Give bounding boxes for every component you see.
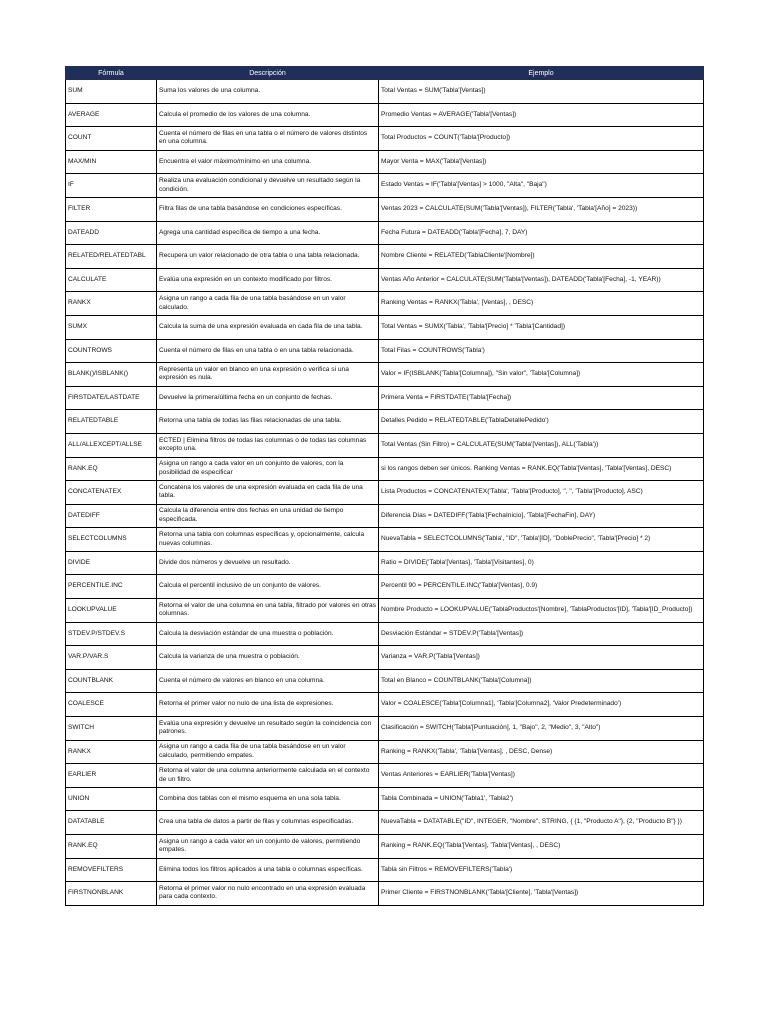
formula-cell: FIRSTNONBLANK	[66, 882, 157, 906]
formula-cell: RELATED/RELATEDTABL	[66, 245, 157, 269]
header-example: Ejemplo	[379, 67, 704, 80]
table-row	[66, 127, 704, 151]
example-cell: si los rangos deben ser únicos. Ranking Ventas = RANK.EQ('Tabla'[Ventas], 'Tabla'[Ventas], DESC)	[379, 457, 704, 481]
description-cell: Encuentra el valor máximo/mínimo en una columna.	[157, 150, 379, 174]
description-cell: Asigna un rango a cada valor en un conjunto de valores, con la posibilidad de especificar	[157, 457, 379, 481]
description-cell: Cuenta el número de valores en blanco en una columna.	[157, 669, 379, 693]
example-cell: Estado Ventas = IF('Tabla'[Ventas] > 1000, "Alta", "Baja")	[379, 174, 704, 198]
table-row	[66, 315, 704, 339]
formula-cell: DATATABLE	[66, 811, 157, 835]
description-cell: Cuenta el número de filas en una tabla o en una tabla relacionada.	[157, 339, 379, 363]
description-cell: Suma los valores de una columna.	[157, 80, 379, 104]
example-cell: Valor = COALESCE('Tabla'[Columna1], 'Tabla'[Columna2], 'Valor Predeterminado')	[379, 693, 704, 717]
example-cell: Ventas Anteriores = EARLIER('Tabla'[Ventas])	[379, 764, 704, 788]
description-cell: Combina dos tablas con el mismo esquema en una sola tabla.	[157, 787, 379, 811]
table-row	[66, 646, 704, 670]
example-cell: Varianza = VAR.P('Tabla'[Ventas])	[379, 646, 704, 670]
table-body	[66, 80, 704, 906]
example-cell: Primer Cliente = FIRSTNONBLANK('Tabla'[Cliente], 'Tabla'[Ventas])	[379, 882, 704, 906]
example-cell: NuevaTabla = SELECTCOLUMNS('Tabla', "ID", 'Tabla'[ID], "DoblePrecio", 'Tabla'[Precio] * 2)	[379, 528, 704, 552]
table-row	[66, 410, 704, 434]
table-row	[66, 811, 704, 835]
formula-cell: COUNTROWS	[66, 339, 157, 363]
table-row	[66, 433, 704, 457]
table-row	[66, 245, 704, 269]
example-cell: Desviación Estándar = STDEV.P('Tabla'[Ventas])	[379, 622, 704, 646]
formula-cell: IF	[66, 174, 157, 198]
example-cell: Tabla Combinada = UNION('Tabla1', 'Tabla2')	[379, 787, 704, 811]
formula-cell: FIRSTDATE/LASTDATE	[66, 386, 157, 410]
example-cell: Ventas 2023 = CALCULATE(SUM('Tabla'[Ventas]), FILTER('Tabla', 'Tabla'[Año] = 2023))	[379, 197, 704, 221]
example-cell: Ventas Año Anterior = CALCULATE(SUM('Tabla'[Ventas]), DATEADD('Tabla'[Fecha], -1, YEAR))	[379, 268, 704, 292]
formula-cell: SELECTCOLUMNS	[66, 528, 157, 552]
formula-cell: DATEADD	[66, 221, 157, 245]
description-cell: Crea una tabla de datos a partir de filas y columnas especificadas.	[157, 811, 379, 835]
description-cell: Asigna un rango a cada fila de una tabla basándose en un valor calculado, permitiendo empates.	[157, 740, 379, 764]
table-row	[66, 174, 704, 198]
example-cell: Tabla sin Filtros = REMOVEFILTERS('Tabla')	[379, 858, 704, 882]
example-cell: Percentil 90 = PERCENTILE.INC('Tabla'[Ventas], 0.9)	[379, 575, 704, 599]
formula-cell: CALCULATE	[66, 268, 157, 292]
example-cell: Ranking = RANKX('Tabla', 'Tabla'[Ventas], , DESC, Dense)	[379, 740, 704, 764]
formula-cell: RANKX	[66, 740, 157, 764]
formula-cell: RANKX	[66, 292, 157, 316]
example-cell: Total Productos = COUNT('Tabla'[Producto])	[379, 127, 704, 151]
example-cell: Nombre Producto = LOOKUPVALUE('TablaProductos'[Nombre], 'TablaProductos'[ID], 'Tabla'[ID_Producto])	[379, 599, 704, 623]
table-row	[66, 268, 704, 292]
table-row	[66, 835, 704, 859]
table-row	[66, 221, 704, 245]
example-cell: Total Ventas = SUM('Tabla'[Ventas])	[379, 80, 704, 104]
table-row	[66, 551, 704, 575]
formula-cell: SUM	[66, 80, 157, 104]
example-cell: Promedio Ventas = AVERAGE('Tabla'[Ventas])	[379, 103, 704, 127]
example-cell: Detalles Pedido = RELATEDTABLE('TablaDetallePedido')	[379, 410, 704, 434]
description-cell: Asigna un rango a cada valor en un conjunto de valores, permitiendo empates.	[157, 835, 379, 859]
formula-cell: DATEDIFF	[66, 504, 157, 528]
table-row	[66, 80, 704, 104]
formula-cell: DIVIDE	[66, 551, 157, 575]
table-row	[66, 504, 704, 528]
table-row	[66, 575, 704, 599]
description-cell: Retorna el valor de una columna anteriormente calculada en el contexto de un filtro.	[157, 764, 379, 788]
example-cell: Fecha Futura = DATEADD('Tabla'[Fecha], 7, DAY)	[379, 221, 704, 245]
example-cell: Ranking Ventas = RANKX('Tabla', [Ventas], , DESC)	[379, 292, 704, 316]
description-cell: Calcula la desviación estándar de una muestra o población.	[157, 622, 379, 646]
header-formula: Fórmula	[66, 67, 157, 80]
example-cell: Ranking = RANK.EQ('Tabla'[Ventas], 'Tabla'[Ventas], , DESC)	[379, 835, 704, 859]
formula-cell: FILTER	[66, 197, 157, 221]
description-cell: Concatena los valores de una expresión evaluada en cada fila de una tabla.	[157, 481, 379, 505]
formula-cell: EARLIER	[66, 764, 157, 788]
description-cell: Realiza una evaluación condicional y devuelve un resultado según la condición.	[157, 174, 379, 198]
header-description: Descripción	[157, 67, 379, 80]
table-row	[66, 150, 704, 174]
table-row	[66, 457, 704, 481]
formula-cell: LOOKUPVALUE	[66, 599, 157, 623]
table-row	[66, 882, 704, 906]
table-row	[66, 292, 704, 316]
formula-cell: COALESCE	[66, 693, 157, 717]
description-cell: Recupera un valor relacionado de otra tabla o una tabla relacionada.	[157, 245, 379, 269]
formula-cell: STDEV.P/STDEV.S	[66, 622, 157, 646]
example-cell: Mayor Venta = MAX('Tabla'[Ventas])	[379, 150, 704, 174]
formula-cell: COUNTBLANK	[66, 669, 157, 693]
description-cell: Representa un valor en blanco en una expresión o verifica si una expresión es nula.	[157, 363, 379, 387]
formula-cell: SWITCH	[66, 717, 157, 741]
example-cell: Valor = IF(ISBLANK('Tabla'[Columna]), "Sin valor", 'Tabla'[Columna])	[379, 363, 704, 387]
table-row	[66, 740, 704, 764]
formula-cell: PERCENTILE.INC	[66, 575, 157, 599]
example-cell: Primera Venta = FIRSTDATE('Tabla'[Fecha])	[379, 386, 704, 410]
description-cell: Retorna el primer valor no nulo encontrado en una expresión evaluada para cada contexto.	[157, 882, 379, 906]
description-cell: Retorna una tabla con columnas específicas y, opcionalmente, calcula nuevas columnas.	[157, 528, 379, 552]
description-cell: Retorna el primer valor no nulo de una lista de expresiones.	[157, 693, 379, 717]
formula-cell: COUNT	[66, 127, 157, 151]
table-row	[66, 197, 704, 221]
table-row	[66, 717, 704, 741]
table-row	[66, 339, 704, 363]
example-cell: Total Ventas (Sin Filtro) = CALCULATE(SUM('Tabla'[Ventas]), ALL('Tabla'))	[379, 433, 704, 457]
description-cell: Retorna una tabla de todas las filas relacionadas de una tabla.	[157, 410, 379, 434]
description-cell: Filtra filas de una tabla basándose en condiciones específicas.	[157, 197, 379, 221]
table-row	[66, 386, 704, 410]
table-row	[66, 528, 704, 552]
example-cell: Total en Blanco = COUNTBLANK('Tabla'[Columna])	[379, 669, 704, 693]
formula-cell: MAX/MIN	[66, 150, 157, 174]
example-cell: Diferencia Días = DATEDIFF('Tabla'[FechaInicio], 'Tabla'[FechaFin], DAY)	[379, 504, 704, 528]
description-cell: Asigna un rango a cada fila de una tabla basándose en un valor calculado.	[157, 292, 379, 316]
description-cell: Elimina todos los filtros aplicados a una tabla o columnas específicas.	[157, 858, 379, 882]
table-row	[66, 669, 704, 693]
example-cell: NuevaTabla = DATATABLE("ID", INTEGER, "Nombre", STRING, { {1, "Producto A"}, {2, "Producto B"} })	[379, 811, 704, 835]
table-row	[66, 481, 704, 505]
description-cell: Calcula la varianza de una muestra o población.	[157, 646, 379, 670]
table-row	[66, 693, 704, 717]
formula-cell: RANK.EQ	[66, 835, 157, 859]
table-row	[66, 622, 704, 646]
formula-cell: RANK.EQ	[66, 457, 157, 481]
table-row	[66, 599, 704, 623]
description-cell: Calcula el percentil inclusivo de un conjunto de valores.	[157, 575, 379, 599]
formula-cell: REMOVEFILTERS	[66, 858, 157, 882]
table-row	[66, 858, 704, 882]
description-cell: Cuenta el número de filas en una tabla o el número de valores distintos en una columna.	[157, 127, 379, 151]
description-cell: Retorna el valor de una columna en una tabla, filtrado por valores en otras columnas.	[157, 599, 379, 623]
formula-cell: BLANK()/ISBLANK()	[66, 363, 157, 387]
formula-cell: CONCATENATEX	[66, 481, 157, 505]
formula-cell: ALL/ALLEXCEPT/ALLSE	[66, 433, 157, 457]
description-cell: Calcula la diferencia entre dos fechas en una unidad de tiempo especificada.	[157, 504, 379, 528]
example-cell: Lista Productos = CONCATENATEX('Tabla', 'Tabla'[Producto], ", ", 'Tabla'[Producto], ASC)	[379, 481, 704, 505]
formula-cell: UNION	[66, 787, 157, 811]
example-cell: Clasificación = SWITCH('Tabla'[Puntuación], 1, "Bajo", 2, "Medio", 3, "Alto")	[379, 717, 704, 741]
table-row	[66, 764, 704, 788]
description-cell: Devuelve la primera/última fecha en un conjunto de fechas.	[157, 386, 379, 410]
example-cell: Nombre Cliente = RELATED('TablaCliente'[Nombre])	[379, 245, 704, 269]
header-row	[66, 67, 704, 80]
description-cell: Evalúa una expresión y devuelve un resultado según la coincidencia con patrones.	[157, 717, 379, 741]
formula-cell: RELATEDTABLE	[66, 410, 157, 434]
table-row	[66, 363, 704, 387]
table-row	[66, 787, 704, 811]
example-cell: Ratio = DIVIDE('Tabla'[Ventas], 'Tabla'[Visitantes], 0)	[379, 551, 704, 575]
description-cell: Calcula la suma de una expresión evaluada en cada fila de una tabla.	[157, 315, 379, 339]
formula-cell: SUMX	[66, 315, 157, 339]
description-cell: Evalúa una expresión en un contexto modificado por filtros.	[157, 268, 379, 292]
formula-table	[65, 66, 704, 906]
formula-cell: AVERAGE	[66, 103, 157, 127]
example-cell: Total Ventas = SUMX('Tabla', 'Tabla'[Precio] * 'Tabla'[Cantidad])	[379, 315, 704, 339]
description-cell: Calcula el promedio de los valores de una columna.	[157, 103, 379, 127]
example-cell: Total Filas = COUNTROWS('Tabla')	[379, 339, 704, 363]
description-cell: Divide dos números y devuelve un resultado.	[157, 551, 379, 575]
formula-cell: VAR.P/VAR.S	[66, 646, 157, 670]
table-row	[66, 103, 704, 127]
description-cell: Agrega una cantidad específica de tiempo a una fecha.	[157, 221, 379, 245]
description-cell: ECTED | Elimina filtros de todas las columnas o de todas las columnas excepto una.	[157, 433, 379, 457]
